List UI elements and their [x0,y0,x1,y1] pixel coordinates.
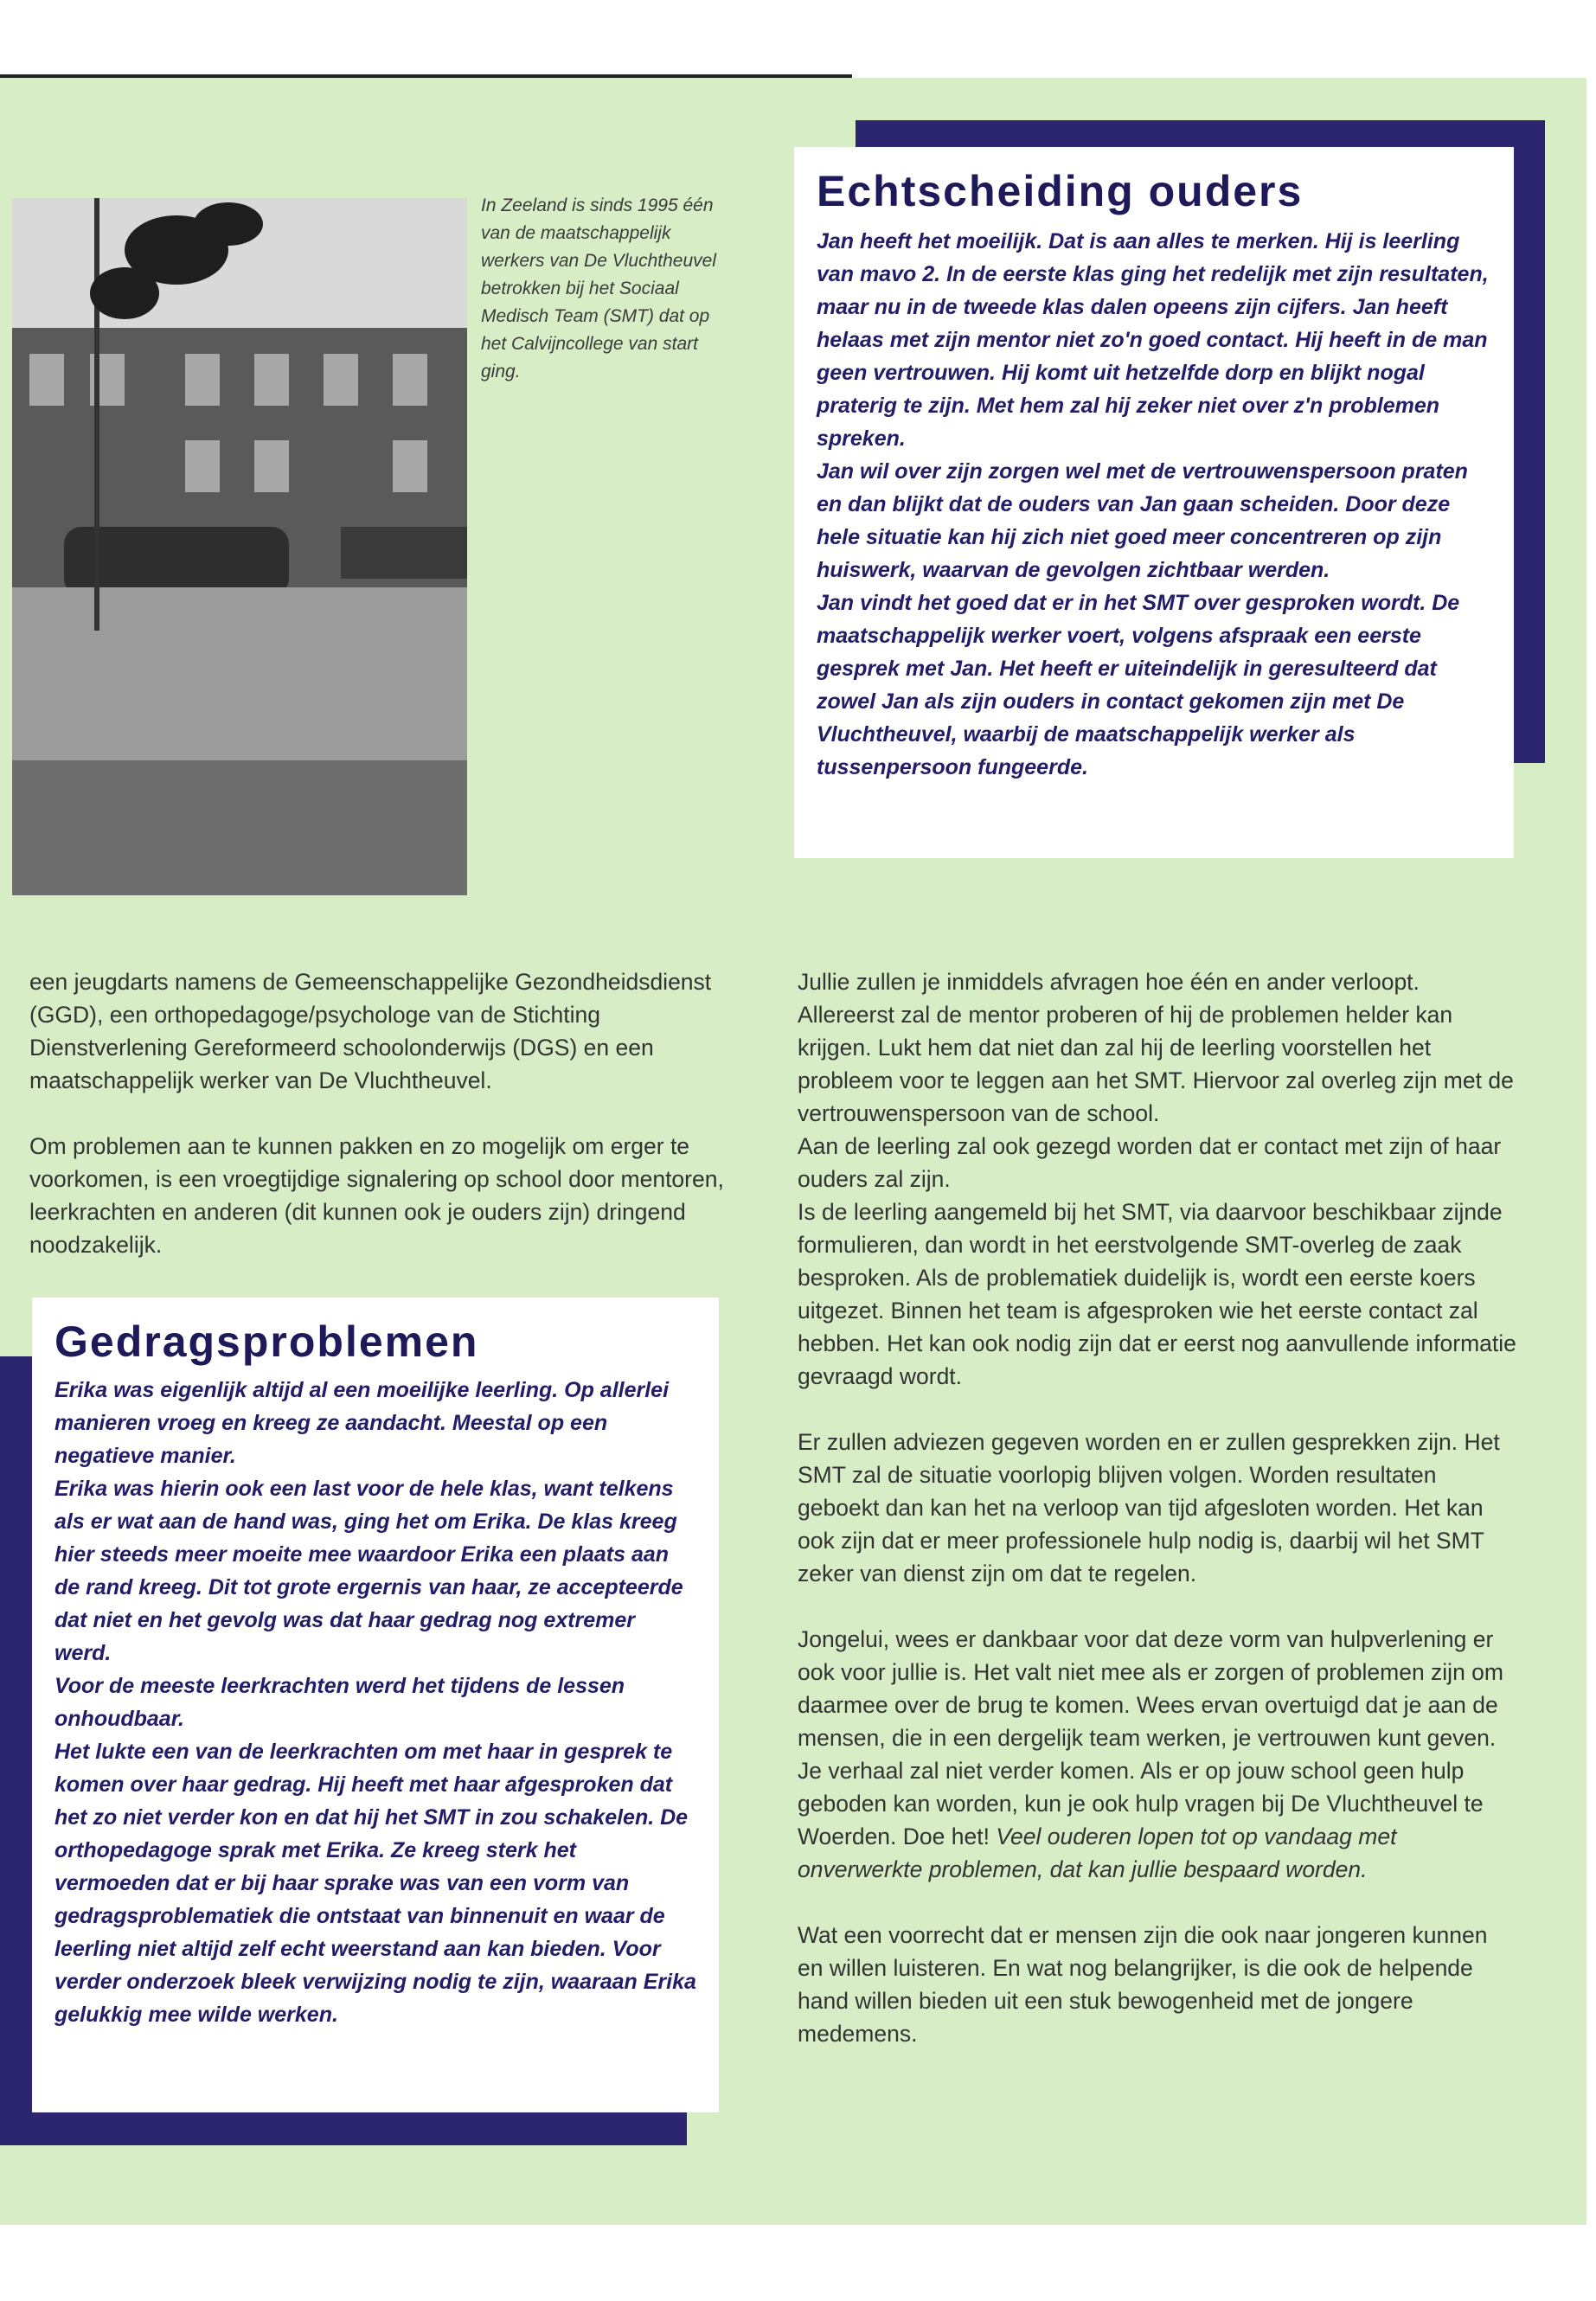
left-column [29,965,730,1261]
echtscheiding-box [794,147,1514,858]
right-column [798,965,1517,2050]
echtscheiding-paragraph: Jan heeft het moeilijk. Dat is aan alles te merken. Hij is leerling van mavo 2. In de eerste klas ging het redelijk met zijn resultaten, maar nu in de tweede klas dalen opeens zijn cijfers. Jan heeft helaas met zijn mentor niet zo'n goed contact. Hij heeft in de man geen vertrouwen. Hij komt uit hetzelfde dorp en blijkt nogal praterig te zijn. Met hem zal hij zeker niet over z'n problemen spreken. [817,229,1489,451]
right-paragraph: Er zullen adviezen gegeven worden en er zullen gesprekken zijn. Het SMT zal de situatie voorlopig blijven volgen. Worden resultaten geboekt dan kan het na verloop van tijd afgesloten worden. Het kan ook zijn dat er meer professionele hulp nodig is, daarbij wil het SMT zeker van dienst zijn om dat te regelen. [798,1429,1500,1586]
left-paragraph: Om problemen aan te kunnen pakken en zo mogelijk om erger te voorkomen, is een vroegtijdige signalering op school door mentoren, leerkrachten en anderen (dit kunnen ook je ouders zijn) dringend noodzakelijk. [29,1133,724,1258]
right-paragraph [798,1623,1517,1886]
echtscheiding-paragraph: Jan wil over zijn zorgen wel met de vertrouwenspersoon praten en dan blijkt dat de ouders van Jan gaan scheiden. Door deze hele situatie kan hij zich niet goed meer concentreren op zijn huiswerk, waarvan de gevolgen zichtbaar werden. [817,459,1468,582]
right-paragraph: Wat een voorrecht dat er mensen zijn die ook naar jongeren kunnen en willen luisteren. En wat nog belangrijker, is die ook de helpende hand willen bieden uit een stuk bewogenheid met de jongere medemens. [798,1922,1488,2047]
box-accent-band-left [0,1356,32,2145]
school-building-photo [12,198,467,895]
gedrag-box [32,1298,719,2112]
gedrag-paragraph: Erika was hierin ook een last voor de hele klas, want telkens als er wat aan de hand was, ging het om Erika. De klas kreeg hier steeds meer moeite mee waardoor Erika een plaats aan de rand kreeg. Dit tot grote ergernis van haar, ze accepteerde dat niet en het gevolg was dat haar gedrag nog extremer werd. [54,1477,683,1665]
right-paragraph: Is de leerling aangemeld bij het SMT, via daarvoor beschikbaar zijnde formulieren, dan wordt in het eerstvolgende SMT-overleg de zaak besproken. Als de problematiek duidelijk is, wordt een eerste koers uitgezet. Binnen het team is afgesproken wie het eerste contact zal hebben. Het kan ook nodig zijn dat er eerst nog aanvullende informatie gevraagd wordt. [798,1199,1516,1389]
gedrag-paragraph: Het lukte een van de leerkrachten om met haar in gesprek te komen over haar gedrag. Hij heeft met haar afgesproken dat het zo niet verder kon en dat hij het SMT in zou schakelen. De orthopedagoge sprak met Erika. Ze kreeg sterk het vermoeden dat er bij haar sprake was van een vorm van gedragsproblematiek die ontstaat van binnenuit en waar de leerling niet altijd zelf echt weerstand aan kan bieden. Voor verder onderzoek bleek verwijzing nodig te zijn, waaraan Erika gelukkig mee wilde werken. [54,1740,696,2027]
right-paragraph-italic: Veel ouderen lopen tot op vandaag met onverwerkte problemen, dat kan jullie bespaard worden. [798,1823,1397,1882]
gedrag-title: Gedragsproblemen [54,1317,479,1366]
right-paragraph: Allereerst zal de mentor proberen of hij de problemen helder kan krijgen. Lukt hem dat niet dan zal hij de leerling voorstellen het probleem voor te leggen aan het SMT. Hiervoor zal overleg zijn met de vertrouwenspersoon van de school. [798,1002,1514,1126]
right-paragraph-text: Jongelui, wees er dankbaar voor dat deze vorm van hulpverlening er ook voor jullie is. Het valt niet mee als er zorgen of problemen zijn om daarmee over de brug te komen. Wees ervan overtuigd dat je aan de mensen, die in een dergelijk team werken, je vertrouwen kunt geven. Je verhaal zal niet verder komen. Als er op jouw school geen hulp geboden kan worden, kun je ook hulp vragen bij De Vluchtheuvel te Woerden. Doe het! [798,1626,1503,1849]
right-paragraph: Aan de leerling zal ook gezegd worden dat er contact met zijn of haar ouders zal zijn. [798,1133,1502,1192]
echtscheiding-paragraph: Jan vindt het goed dat er in het SMT over gesproken wordt. De maatschappelijk werker voert, volgens afspraak een eerste gesprek met Jan. Het heeft er uiteindelijk in geresulteerd dat zowel Jan als zijn ouders in contact gekomen zijn met De Vluchtheuvel, waarbij de maatschappelijk werker als tussenpersoon fungeerde. [817,591,1460,779]
echtscheiding-title: Echtscheiding ouders [817,167,1304,215]
box-accent-band-bottom [0,2112,687,2145]
right-paragraph: Jullie zullen je inmiddels afvragen hoe één en ander verloopt. [798,969,1420,995]
photo-caption: In Zeeland is sinds 1995 één van de maatschappelijk werkers van De Vluchtheuvel betrokken bij het Sociaal Medisch Team (SMT) dat op het Calvijncollege van start ging. [481,195,716,381]
gedrag-paragraph: Voor de meeste leerkrachten werd het tijdens de lessen onhoudbaar. [54,1674,625,1731]
photo-illustration [12,198,467,895]
gedrag-paragraph: Erika was eigenlijk altijd al een moeilijke leerling. Op allerlei manieren vroeg en kreeg ze aandacht. Meestal op een negatieve manier. [54,1378,670,1468]
left-paragraph: een jeugdarts namens de Gemeenschappelijke Gezondheidsdienst (GGD), een orthopedagoge/psychologe van de Stichting Dienstverlening Gereformeerd schoolonderwijs (DGS) en een maatschappelijk werker van De Vluchtheuvel. [29,969,712,1093]
